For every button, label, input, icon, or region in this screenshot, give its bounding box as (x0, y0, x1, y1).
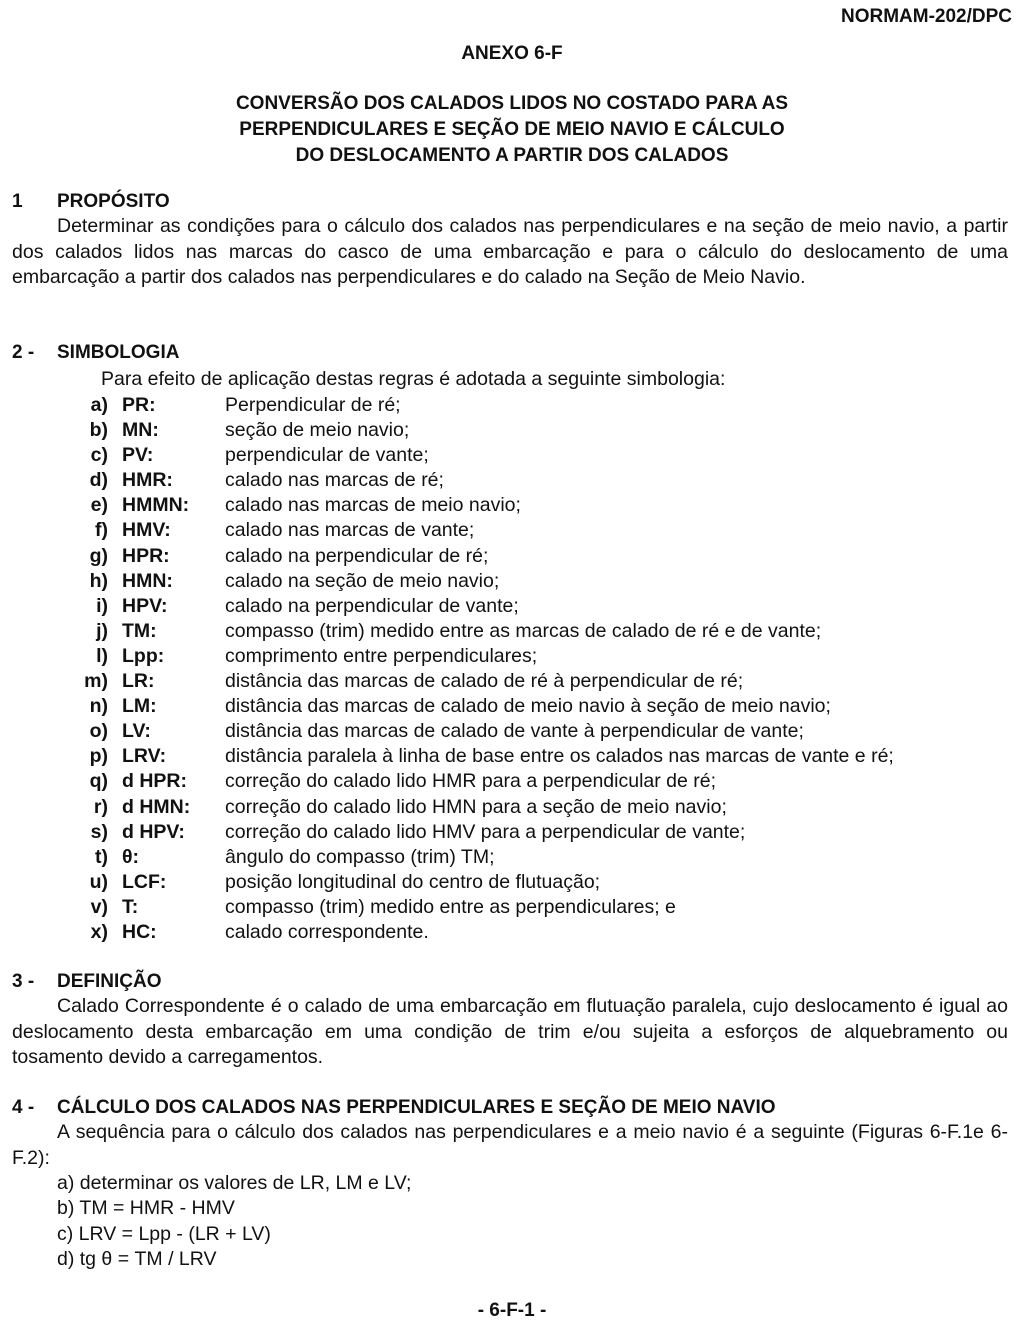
section-title: PROPÓSITO (57, 191, 170, 212)
paragraph-text: Determinar as condições para o cálculo dos calados nas perpendiculares e na seção de meio navio, a partir dos calados lidos nas marcas do casco de uma embarcação e para o cálculo do deslocamento de uma embarcação a partir dos calados nas perpendiculares e do calado na Seção de Meio Navio. (12, 215, 1008, 288)
symbol-code: LR: (122, 670, 155, 693)
symbol-description: correção do calado lido HMN para a seção de meio navio; (225, 795, 727, 818)
section-number: 1 (12, 191, 23, 212)
symbol-code: HMR: (122, 469, 173, 492)
symbol-code: LM: (122, 695, 157, 718)
list-item (0, 594, 1024, 619)
title-line: DO DESLOCAMENTO A PARTIR DOS CALADOS (295, 145, 729, 166)
section-paragraph (12, 1120, 1008, 1171)
title-line: PERPENDICULARES E SEÇÃO DE MEIO NAVIO E CÁLCULO (239, 119, 785, 140)
symbol-code: HMV: (122, 519, 171, 542)
item-letter: o) (89, 720, 108, 743)
item-letter: b) (89, 419, 108, 442)
symbol-description: ângulo do compasso (trim) TM; (225, 845, 495, 868)
symbol-code: PV: (122, 444, 154, 467)
paragraph-text: Calado Correspondente é o calado de uma embarcação em flutuação paralela, cujo deslocamento é igual ao deslocamento desta embarcação em uma condição de trim e/ou sujeita a esforços de alquebramento ou tosamento devido a carregamentos. (12, 995, 1008, 1068)
item-letter: r) (93, 795, 108, 818)
symbol-code: HMN: (122, 569, 173, 592)
list-item (0, 769, 1024, 794)
list-item (0, 719, 1024, 744)
section-number: 3 - (12, 971, 35, 992)
symbol-code: LRV: (122, 745, 167, 768)
item-letter: f) (95, 519, 108, 542)
symbol-description: distância das marcas de calado de meio navio à seção de meio navio; (225, 695, 831, 718)
section-heading-calculo (12, 1097, 776, 1119)
symbol-description: distância das marcas de calado de vante à perpendicular de vante; (225, 720, 804, 743)
symbol-code: d HPV: (122, 820, 185, 843)
item-letter: j) (96, 619, 108, 642)
section-title: SIMBOLOGIA (57, 342, 180, 363)
symbol-description: distância paralela à linha de base entre os calados nas marcas de vante e ré; (225, 745, 894, 768)
paragraph-text: A sequência para o cálculo dos calados nas perpendiculares e a meio navio é a seguinte (Figuras 6-F.1e 6-F.2): (12, 1121, 1008, 1169)
item-letter: n) (89, 695, 108, 718)
list-item (0, 644, 1024, 669)
symbol-description: compasso (trim) medido entre as marcas de calado de ré e de vante; (225, 619, 822, 642)
annex-label: ANEXO 6-F (461, 43, 563, 64)
symbol-description: calado na perpendicular de ré; (225, 544, 489, 567)
list-item (0, 669, 1024, 694)
item-letter: q) (89, 770, 108, 793)
title-line: CONVERSÃO DOS CALADOS LIDOS NO COSTADO PARA AS (235, 93, 789, 114)
list-item: d) tg θ = TM / LRV (57, 1247, 217, 1270)
symbol-code: HMMN: (122, 494, 190, 517)
symbol-description: posição longitudinal do centro de flutuação; (225, 870, 601, 893)
list-item (0, 518, 1024, 543)
item-letter: a) (90, 394, 108, 416)
item-letter: h) (89, 569, 108, 592)
symbol-description: calado correspondente. (225, 920, 429, 943)
list-item (0, 845, 1024, 870)
symbol-description: calado na perpendicular de vante; (225, 594, 519, 617)
item-letter: x) (90, 920, 108, 943)
list-item (0, 744, 1024, 769)
item-letter: u) (89, 870, 108, 893)
symbol-code: MN: (122, 419, 159, 442)
symbol-description: calado nas marcas de vante; (225, 519, 475, 542)
symbol-description: seção de meio navio; (225, 419, 410, 442)
item-letter: i) (96, 594, 108, 617)
list-item (0, 443, 1024, 468)
symbology-intro: Para efeito de aplicação destas regras é adotada a seguinte simbologia: (101, 368, 726, 390)
list-item (0, 544, 1024, 569)
symbol-description: Perpendicular de ré; (225, 394, 401, 416)
list-item: a) determinar os valores de LR, LM e LV; (57, 1172, 412, 1194)
section-number: 2 - (12, 342, 35, 363)
symbol-code: d HMN: (122, 795, 191, 818)
list-item (0, 895, 1024, 920)
document-title (0, 91, 1024, 169)
section-heading-simbologia (12, 342, 179, 364)
document-code: NORMAM-202/DPC (840, 6, 1012, 27)
item-letter: g) (89, 544, 108, 567)
symbol-code: T: (122, 895, 139, 918)
item-letter: e) (90, 494, 108, 517)
section-heading-definicao (12, 971, 162, 993)
symbol-code: HC: (122, 920, 157, 943)
section-heading-proposito (12, 191, 170, 213)
symbol-description: perpendicular de vante; (225, 444, 429, 467)
symbol-code: LV: (122, 720, 151, 743)
list-item (0, 468, 1024, 493)
section-paragraph (12, 994, 1008, 1071)
list-item: c) LRV = Lpp - (LR + LV) (57, 1222, 271, 1245)
symbol-code: d HPR: (122, 770, 187, 793)
item-letter: v) (90, 895, 108, 918)
list-item (0, 694, 1024, 719)
symbol-code: θ: (122, 845, 140, 868)
item-letter: d) (89, 469, 108, 492)
symbol-description: correção do calado lido HMR para a perpendicular de ré; (225, 770, 717, 793)
list-item: b) TM = HMR - HMV (57, 1197, 235, 1220)
item-letter: m) (84, 670, 108, 693)
item-letter: s) (90, 820, 108, 843)
item-letter: l) (96, 644, 108, 667)
symbol-description: comprimento entre perpendiculares; (225, 644, 538, 667)
symbol-code: TM: (122, 619, 157, 642)
symbol-description: compasso (trim) medido entre as perpendiculares; e (225, 895, 676, 918)
symbol-code: HPV: (122, 594, 168, 617)
symbol-code: Lpp: (122, 644, 165, 667)
list-item (0, 493, 1024, 518)
symbol-description: calado na seção de meio navio; (225, 569, 500, 592)
section-title: CÁLCULO DOS CALADOS NAS PERPENDICULARES E SEÇÃO DE MEIO NAVIO (57, 1097, 776, 1118)
item-letter: t) (95, 845, 108, 868)
symbol-list (0, 393, 1024, 945)
symbol-description: calado nas marcas de ré; (225, 469, 444, 492)
symbol-description: calado nas marcas de meio navio; (225, 494, 521, 517)
section-paragraph (12, 214, 1008, 291)
list-item (0, 619, 1024, 644)
item-letter: c) (90, 444, 108, 467)
symbol-code: PR: (122, 394, 156, 416)
list-item (0, 418, 1024, 443)
page-number: - 6-F-1 - (477, 1300, 547, 1321)
calculation-steps (57, 1171, 411, 1272)
section-title: DEFINIÇÃO (57, 971, 162, 992)
list-item (0, 795, 1024, 820)
list-item (0, 920, 1024, 945)
item-letter: p) (89, 745, 108, 768)
symbol-code: HPR: (122, 544, 170, 567)
list-item (0, 569, 1024, 594)
list-item (0, 393, 1024, 418)
symbol-description: correção do calado lido HMV para a perpendicular de vante; (225, 820, 746, 843)
symbol-description: distância das marcas de calado de ré à perpendicular de ré; (225, 670, 744, 693)
section-number: 4 - (12, 1097, 35, 1118)
symbol-code: LCF: (122, 870, 167, 893)
list-item (0, 820, 1024, 845)
list-item (0, 870, 1024, 895)
